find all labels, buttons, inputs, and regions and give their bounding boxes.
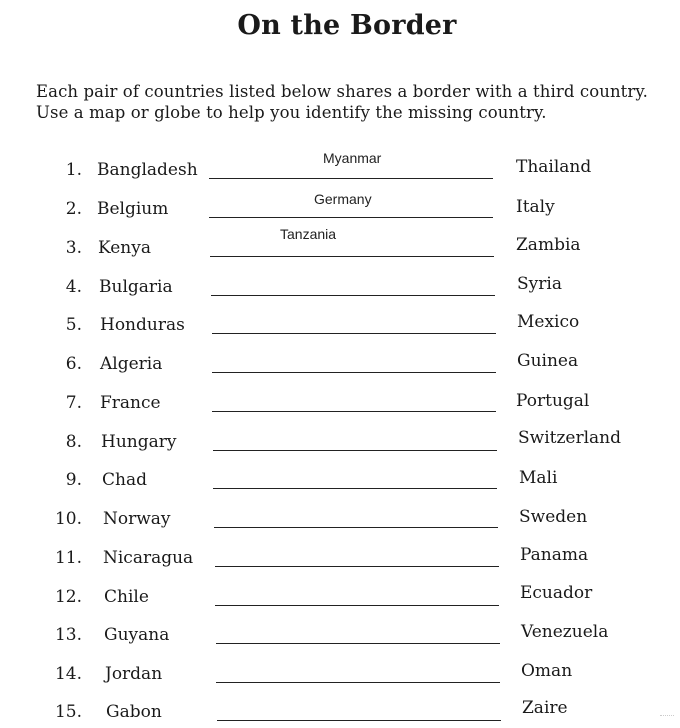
right-country: Guinea bbox=[517, 351, 579, 371]
answer-field[interactable] bbox=[209, 191, 493, 218]
answer-field[interactable] bbox=[216, 643, 500, 644]
list-item bbox=[0, 698, 680, 728]
list-item bbox=[0, 428, 680, 458]
list-item bbox=[0, 544, 680, 574]
right-country: Oman bbox=[521, 661, 573, 681]
instructions-text: Each pair of countries listed below shares a border with a third country. Use a map or globe to help you identify the missing country. bbox=[36, 82, 648, 122]
item-number: 1. bbox=[65, 160, 82, 180]
answer-text: Tanzania bbox=[280, 226, 337, 242]
answer-field[interactable] bbox=[215, 566, 499, 567]
left-country: Algeria bbox=[100, 354, 163, 374]
item-number: 2. bbox=[65, 199, 82, 219]
right-country: Zambia bbox=[516, 235, 581, 255]
answer-field[interactable] bbox=[212, 333, 496, 334]
right-country: Mali bbox=[519, 468, 558, 488]
answer-field[interactable] bbox=[213, 488, 497, 489]
left-country: Chad bbox=[102, 470, 147, 490]
list-item bbox=[0, 350, 680, 380]
right-country: Italy bbox=[516, 197, 555, 217]
left-country: Bulgaria bbox=[99, 277, 173, 297]
item-number: 13. bbox=[54, 625, 82, 645]
answer-field[interactable] bbox=[215, 605, 499, 606]
right-country: Syria bbox=[517, 274, 562, 294]
item-number: 4. bbox=[65, 277, 82, 297]
answer-field[interactable] bbox=[212, 411, 496, 412]
list-item bbox=[0, 226, 680, 264]
left-country: Bangladesh bbox=[97, 160, 198, 180]
list-item bbox=[0, 505, 680, 535]
answer-field[interactable] bbox=[216, 682, 500, 683]
answer-field[interactable] bbox=[214, 527, 498, 528]
item-number: 7. bbox=[65, 393, 82, 413]
right-country: Sweden bbox=[519, 507, 588, 527]
item-number: 12. bbox=[54, 587, 82, 607]
item-number: 10. bbox=[54, 509, 82, 529]
answer-field[interactable] bbox=[217, 720, 501, 721]
right-country: Ecuador bbox=[520, 583, 593, 603]
left-country: Chile bbox=[104, 587, 149, 607]
item-number: 15. bbox=[54, 702, 82, 722]
right-country: Portugal bbox=[516, 391, 590, 411]
left-country: France bbox=[100, 393, 161, 413]
item-number: 6. bbox=[65, 354, 82, 374]
list-item bbox=[0, 311, 680, 341]
list-item bbox=[0, 150, 680, 186]
left-country: Hungary bbox=[101, 432, 177, 452]
left-country: Nicaragua bbox=[103, 548, 194, 568]
worksheet-title: On the Border bbox=[237, 10, 457, 41]
item-number: 14. bbox=[54, 664, 82, 684]
answer-field[interactable] bbox=[210, 226, 494, 257]
list-item bbox=[0, 583, 680, 613]
list-item bbox=[0, 389, 680, 419]
left-country: Norway bbox=[103, 509, 171, 529]
left-country: Belgium bbox=[97, 199, 169, 219]
left-country: Kenya bbox=[98, 238, 151, 258]
left-country: Jordan bbox=[105, 664, 163, 684]
list-item bbox=[0, 273, 680, 303]
list-item bbox=[0, 466, 680, 496]
right-country: Thailand bbox=[516, 157, 592, 177]
right-country: Zaire bbox=[522, 698, 568, 718]
left-country: Honduras bbox=[100, 315, 185, 335]
right-country: Venezuela bbox=[521, 622, 609, 642]
right-country: Switzerland bbox=[518, 428, 622, 448]
left-country: Gabon bbox=[106, 702, 162, 722]
left-country: Guyana bbox=[104, 625, 170, 645]
answer-field[interactable] bbox=[211, 295, 495, 296]
right-country: Panama bbox=[520, 545, 589, 565]
right-country: Mexico bbox=[517, 312, 580, 332]
list-item bbox=[0, 621, 680, 651]
item-number: 8. bbox=[65, 432, 82, 452]
list-item bbox=[0, 191, 680, 225]
item-number: 3. bbox=[65, 238, 82, 258]
answer-text: Myanmar bbox=[323, 150, 382, 166]
list-item bbox=[0, 660, 680, 690]
answer-field[interactable] bbox=[209, 150, 493, 179]
answer-text: Germany bbox=[314, 191, 372, 207]
item-number: 5. bbox=[65, 315, 82, 335]
scan-smudge bbox=[660, 715, 674, 722]
item-number: 9. bbox=[65, 470, 82, 490]
answer-field[interactable] bbox=[212, 372, 496, 373]
item-number: 11. bbox=[54, 548, 82, 568]
answer-field[interactable] bbox=[213, 450, 497, 451]
